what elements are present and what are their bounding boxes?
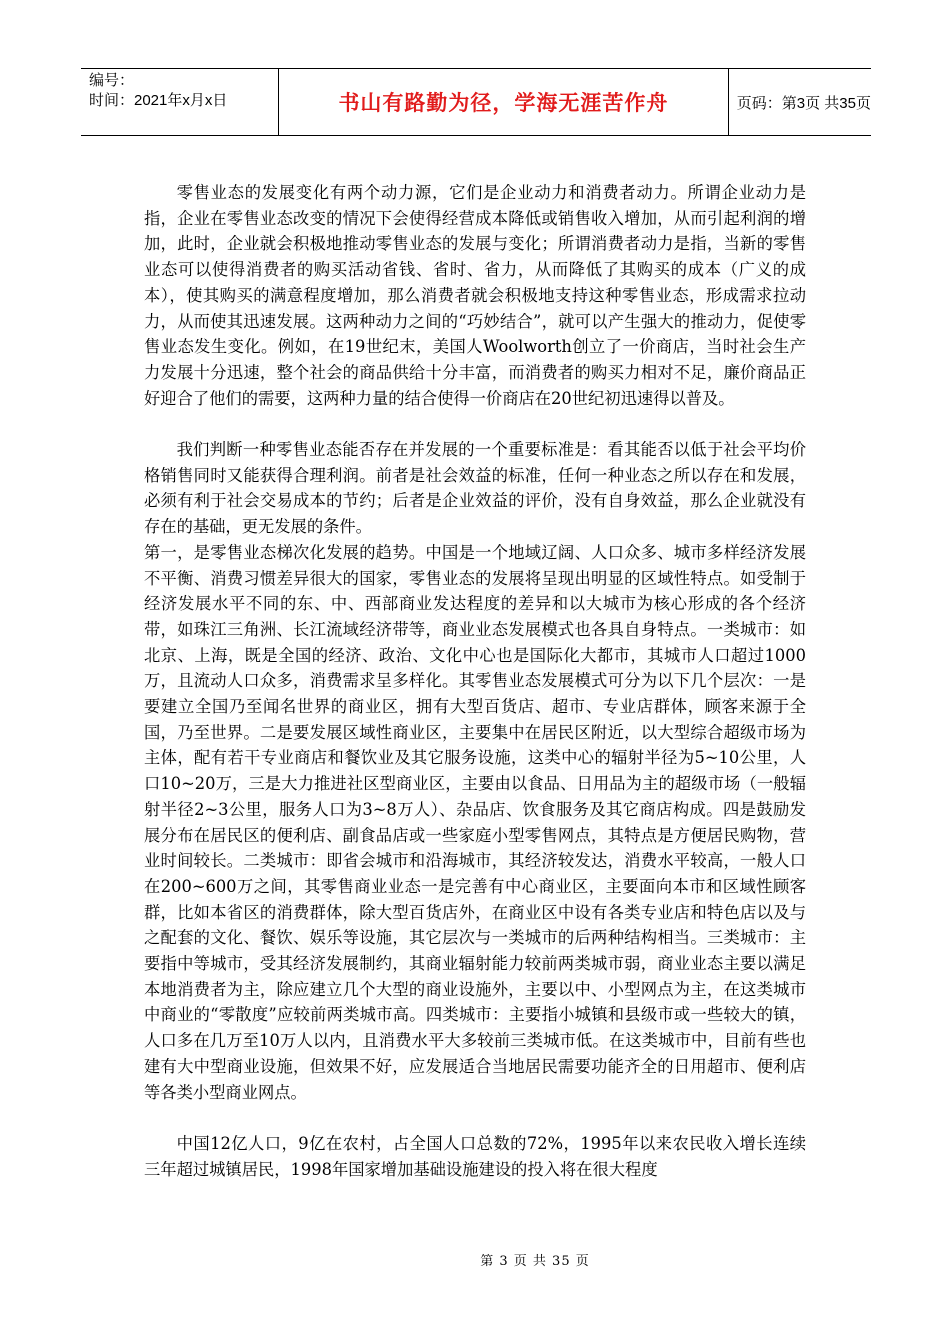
number-label: 编号： — [89, 72, 135, 89]
header-page-label: 页码：第3页 共35页 — [736, 94, 871, 112]
document-body — [144, 180, 806, 1182]
header-meta — [81, 69, 279, 135]
paragraph-gap — [144, 411, 806, 437]
paragraph-2: 我们判断一种零售业态能否存在并发展的一个重要标准是：看其能否以低于社会平均价格销售同时又能获得合理利润。前者是社会效益的标准，任何一种业态之所以存在和发展，必须有利于社会交易成本的节约；后者是企业效益的评价，没有自身效益，那么企业就没有存在的基础，更无发展的条件。 — [144, 440, 806, 537]
page-footer — [0, 1250, 950, 1269]
footer-page-number: 第 3 页 共 35 页 — [480, 1254, 590, 1269]
time-label: 时间：2021年x月x日 — [89, 92, 228, 109]
paragraph-gap — [144, 1105, 806, 1131]
paragraph-4: 中国12亿人口，9亿在农村，占全国人口总数的72%，1995年以来农民收入增长连续三年超过城镇居民，1998年国家增加基础设施建设的投入将在很大程度 — [144, 1133, 806, 1179]
paragraph-3: 第一，是零售业态梯次化发展的趋势。中国是一个地域辽阔、人口众多、城市多样经济发展不平衡、消费习惯差异很大的国家，零售业态的发展将呈现出明显的区域性特点。如受制于经济发展水平不同的东、中、西部商业发达程度的差异和以大城市为核心形成的各个经济带，如珠江三角洲、长江流域经济带等，商业业态发展模式也各具自身特点。一类城市：如北京、上海，既是全国的经济、政治、文化中心也是国际化大都市，其城市人口超过1000万，且流动人口众多，消费需求呈多样化。其零售业态发展模式可分为以下几个层次：一是要建立全国乃至闻名世界的商业区，拥有大型百货店、超市、专业店群体，顾客来源于全国，乃至世界。二是要发展区域性商业区，主要集中在居民区附近，以大型综合超级市场为主体，配有若干专业商店和餐饮业及其它服务设施，这类中心的辐射半径为5~10公里，人口10~20万，三是大力推进社区型商业区，主要由以食品、日用品为主的超级市场（一般辐射半径2~3公里，服务人口为3~8万人）、杂品店、饮食服务及其它商店构成。四是鼓励发展分布在居民区的便利店、副食品店或一些家庭小型零售网点，其特点是方便居民购物，营业时间较长。二类城市：即省会城市和沿海城市，其经济较发达，消费水平较高，一般人口在200~600万之间，其零售商业业态一是完善有中心商业区，主要面向本市和区域性顾客群，比如本省区的消费群体，除大型百货店外，在商业区中设有各类专业店和特色店以及与之配套的文化、餐饮、娱乐等设施，其它层次与一类城市的后两种结构相当。三类城市：主要指中等城市，受其经济发展制约，其商业辐射能力较前两类城市弱，商业业态主要以满足本地消费者为主，除应建立几个大型的商业设施外，主要以中、小型网点为主，在这类城市中商业的“零散度”应较前两类城市高。四类城市：主要指小城镇和县级市或一些较大的镇，人口多在几万至10万人以内，且消费水平大多较前三类城市低。在这类城市中，目前有些也建有大中型商业设施，但效果不好，应发展适合当地居民需要功能齐全的日用超市、便利店等各类小型商业网点。 — [144, 542, 806, 1102]
page-header — [81, 68, 871, 136]
paragraph-1: 零售业态的发展变化有两个动力源，它们是企业动力和消费者动力。所谓企业动力是指，企业在零售业态改变的情况下会使得经营成本降低或销售收入增加，从而引起利润的增加，此时，企业就会积极地推动零售业态的发展与变化；所谓消费者动力是指，当新的零售业态可以使得消费者的购买活动省钱、省时、省力，从而降低了其购买的成本（广义的成本），使其购买的满意程度增加，那么消费者就会积极地支持这种零售业态，形成需求拉动力，从而使其迅速发展。这两种动力之间的“巧妙结合”，就可以产生强大的推动力，促使零售业态发生变化。例如，在19世纪末，美国人Woolworth创立了一价商店，当时社会生产力发展十分迅速，整个社会的商品供给十分丰富，而消费者的购买力相对不足，廉价商品正好迎合了他们的需要，这两种力量的结合使得一价商店在20世纪初迅速得以普及。 — [144, 183, 806, 408]
header-motto: 书山有路勤为径，学海无涯苦作舟 — [279, 69, 729, 135]
